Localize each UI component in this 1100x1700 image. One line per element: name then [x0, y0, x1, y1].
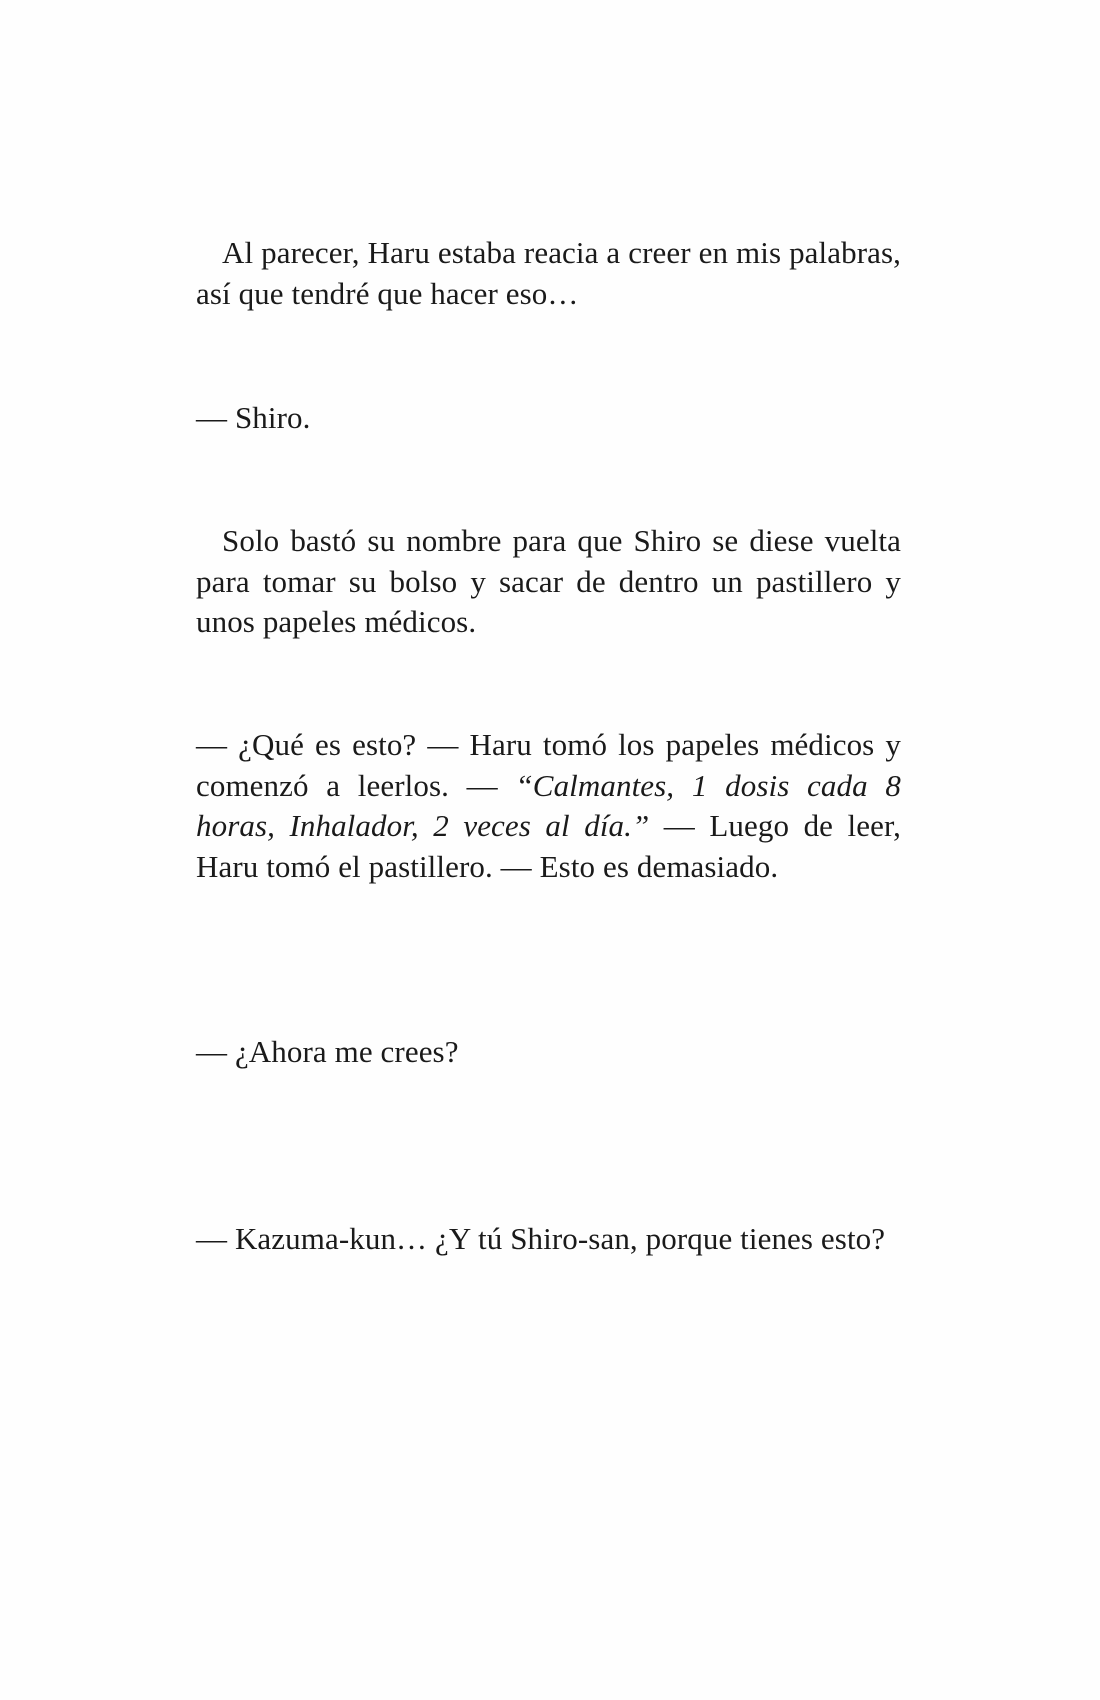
dialogue-believe-me: — ¿Ahora me crees?	[196, 1034, 459, 1069]
dialogue-medical-papers	[196, 725, 901, 887]
dialogue-text-after: — Luego de leer, Haru tomó el pastillero. — Esto es demasiado.	[196, 808, 901, 884]
dialogue-text-before: — ¿Qué es esto? — Haru tomó los papeles médicos y comenzó a leerlos. —	[196, 727, 901, 803]
paragraph-narration-2: Solo bastó su nombre para que Shiro se diese vuelta para tomar su bolso y sacar de dentro un pastillero y unos papeles médicos.	[196, 523, 901, 639]
paragraph-narration-1: Al parecer, Haru estaba reacia a creer en mis palabras, así que tendré que hacer eso…	[196, 235, 901, 311]
prescription-quote: “Calmantes, 1 dosis cada 8 horas, Inhalador, 2 veces al día.”	[196, 767, 901, 843]
dialogue-kazuma-question: — Kazuma-kun… ¿Y tú Shiro-san, porque tienes esto?	[196, 1221, 886, 1256]
dialogue-shiro-call: — Shiro.	[196, 400, 311, 435]
